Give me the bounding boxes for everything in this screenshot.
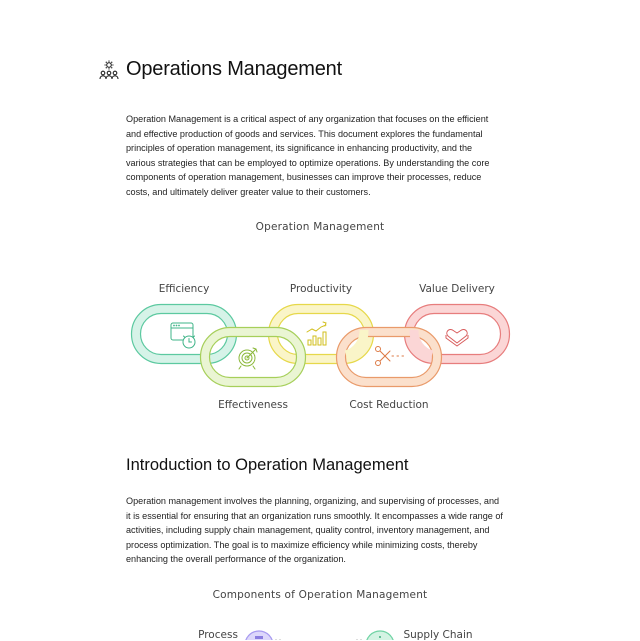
chain-label-value-delivery: Value Delivery [419, 283, 495, 295]
chain-label-efficiency: Efficiency [158, 283, 210, 295]
text-line: components of operation management, businesses can improve their processes, reduce [126, 172, 482, 183]
chain-label-cost-reduction: Cost Reduction [349, 399, 429, 411]
components-diagram-title: Components of Operation Management [212, 589, 428, 601]
chain-label-productivity: Productivity [289, 283, 353, 295]
supply-chain-node [366, 631, 394, 640]
node-label-process: Process [198, 629, 238, 641]
text-line: principles of operation management, its significance in enhancing productivity, and the [126, 143, 473, 154]
text-line: Operation management involves the planning, organizing, and supervising of processes, and [126, 496, 500, 506]
text-line: and effective production of goods and services. This document explores the fundamental [126, 128, 483, 139]
text-line: costs, and ultimately deliver greater value to their customers. [126, 186, 371, 197]
text-line: enhancing the overall performance of the organization. [126, 554, 346, 565]
text-line: activities, including supply chain management, quality control, inventory management, and [126, 525, 490, 536]
text-line: it is essential for ensuring that an organization runs smoothly. It encompasses a wide range of [126, 510, 503, 521]
process-node [245, 631, 273, 640]
page-title: Operations Management [126, 58, 342, 80]
diagram-title: Operation Management [255, 221, 385, 233]
section-heading: Introduction to Operation Management [126, 456, 409, 474]
text-line: various strategies that can be employed to optimize operations. By understanding the core [126, 157, 490, 168]
node-label-supply-chain: Supply Chain [403, 629, 473, 641]
chain-label-effectiveness: Effectiveness [218, 399, 288, 411]
text-line: process optimization. The goal is to maximize efficiency while minimizing costs, thereby [126, 539, 478, 550]
text-line: Operation Management is a critical aspect of any organization that focuses on the efficient [126, 114, 489, 124]
